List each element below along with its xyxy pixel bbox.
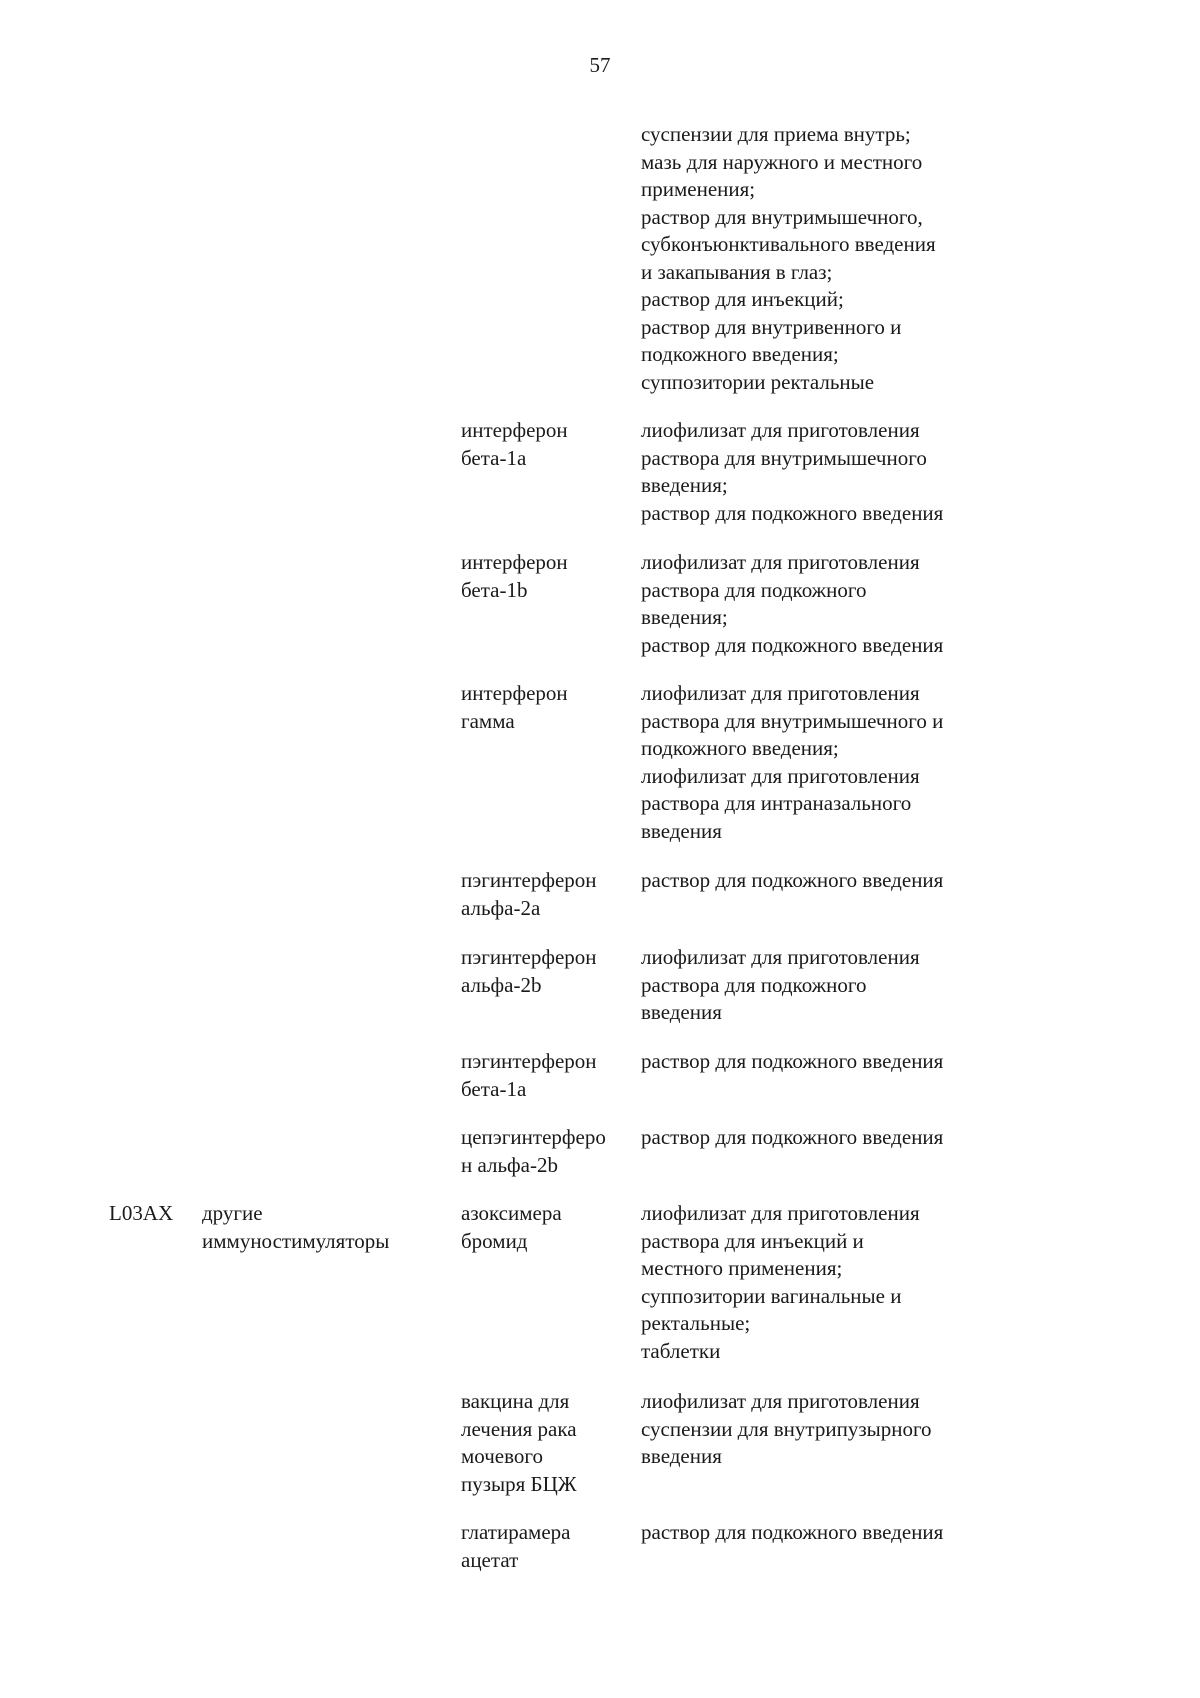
dosage-form-cell: лиофилизат для приготовления суспензии для внутрипузырного введения — [641, 1389, 932, 1468]
drug-name-cell: глатирамера ацетат — [461, 1520, 571, 1572]
atc-code-cell: L03AX — [109, 1201, 174, 1225]
drug-name-cell: интерферон гамма — [461, 681, 568, 733]
drug-name-cell: цепэгинтерферо н альфа-2b — [461, 1125, 606, 1177]
drug-name-cell: интерферон бета-1b — [461, 550, 568, 602]
drug-name-cell: пэгинтерферон альфа-2a — [461, 868, 597, 920]
dosage-form-cell: раствор для подкожного введения — [641, 868, 944, 892]
group-name-cell: другие иммуностимуляторы — [202, 1201, 390, 1253]
drug-name-cell: азоксимера бромид — [461, 1201, 562, 1253]
dosage-form-cell: раствор для подкожного введения — [641, 1125, 944, 1149]
page-number: 57 — [589, 53, 611, 77]
drug-name-cell: пэгинтерферон альфа-2b — [461, 945, 597, 997]
drug-name-cell: интерферон бета-1a — [461, 418, 568, 470]
drug-name-cell: вакцина для лечения рака мочевого пузыря БЦЖ — [461, 1389, 577, 1496]
dosage-form-cell: лиофилизат для приготовления раствора для инъекций и местного применения; суппозитории вагинальные и ректальные; таблетки — [641, 1201, 920, 1363]
dosage-form-cell: лиофилизат для приготовления раствора для внутримышечного и подкожного введения; лиофилизат для приготовления раствора для интраназального введения — [641, 681, 944, 843]
dosage-form-cell: раствор для подкожного введения — [641, 1520, 944, 1544]
dosage-form-cell: раствор для подкожного введения — [641, 1049, 944, 1073]
dosage-form-cell: суспензии для приема внутрь; мазь для наружного и местного применения; раствор для внутримышечного, субконъюнктивального введения и закапывания в глаз; раствор для инъекций; раствор для внутривенного и подкожного введения; суппозитории ректальные — [641, 122, 936, 394]
drug-name-cell: пэгинтерферон бета-1a — [461, 1049, 597, 1101]
dosage-form-cell: лиофилизат для приготовления раствора для внутримышечного введения; раствор для подкожного введения — [641, 418, 944, 525]
dosage-form-cell: лиофилизат для приготовления раствора для подкожного введения — [641, 945, 920, 1024]
dosage-form-cell: лиофилизат для приготовления раствора для подкожного введения; раствор для подкожного введения — [641, 550, 944, 657]
